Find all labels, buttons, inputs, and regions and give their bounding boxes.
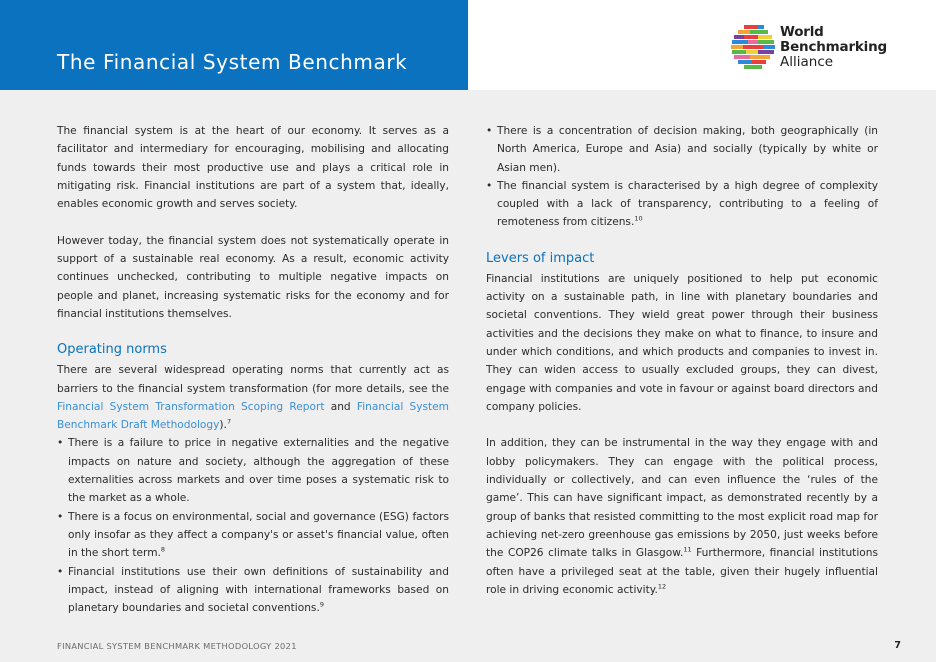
logo-line-1: World — [780, 24, 824, 40]
scoping-report-link[interactable]: Financial System Transformation Scoping Report — [57, 400, 325, 413]
list-item: • Financial institutions use their own definitions of sustainability and impact, instead of aligning with international frameworks based on planetary boundaries and societal conventions.$^9$ — [57, 563, 449, 618]
footnote-ref: 7 — [226, 417, 232, 426]
logo-line-3: Alliance — [780, 54, 834, 70]
operating-norms-heading: Operating norms — [57, 342, 167, 358]
logo-line-2: Benchmarking — [780, 39, 887, 55]
list-item: • There is a concentration of decision making, both geographically (in North America, Europe and Asia) and socially (typically by white or Asian men). — [486, 122, 878, 177]
page-title: The Financial System Benchmark — [57, 50, 408, 74]
levers-of-impact-heading: Levers of impact — [486, 250, 595, 266]
footnote-ref: 12 — [657, 582, 667, 591]
footnote-ref: 11 — [683, 545, 692, 554]
intro-paragraph: The financial system is at the heart of our economy. It serves as a facilitator and intermediary for encouraging, mobilising and allocating funds towards their most productive use and plays a critical role in mitigating risk. Financial institutions are part of a system that, ideally, enables economic growth and serves society. — [57, 125, 449, 211]
list-item: • There is a focus on environmental, social and governance (ESG) factors only insofar as they affect a company's or asset's financial value, often in the short term.$^8$ — [57, 508, 449, 563]
left-column — [57, 122, 449, 617]
list-item: • There is a failure to price in negative externalities and the negative impacts on nature and society, although the aggregation of these externalities across markets and over time poses a systematic risk to the market as a whole. — [57, 434, 449, 507]
footnote-ref: 9 — [319, 600, 324, 609]
footnote-ref: 10 — [634, 214, 643, 223]
today-paragraph: However today, the financial system does not systematically operate in support of a sustainable real economy. As a result, economic activity continues unchecked, contributing to multiple negative impacts on people and planet, increasing systematic risks for the economy and for financial institutions themselves. — [57, 234, 449, 320]
operating-norms-list — [57, 434, 449, 617]
operating-norms-paragraph: There are several widespread operating norms that currently act as barriers to the financial system transformation (for more details, see the Financial System Transformation Scoping Report and Financial System Benchmark Draft Methodology).$^7$ — [57, 364, 449, 432]
operating-norms-list-continued — [486, 122, 878, 232]
levers-paragraph-2: In addition, they can be instrumental in the way they engage with and lobby policymakers. They can engage with the political process, individually or collectively, and can even influence the ‘rules of the game’. This can have significant impact, as demonstrated recently by a group of banks that resisted committing to the most explicit road map for achieving net-zero greenhouse gas emissions by 2050, just weeks before the COP26 climate talks in Glasgow.$^{11}$ Furthermore, financial institutions often have a privileged seat at the table, given their hugely influential role in driving economic activity.$^{12}$ — [486, 437, 878, 596]
page-number: 7 — [894, 640, 901, 651]
right-column — [486, 122, 878, 599]
list-item: • The financial system is characterised by a high degree of complexity coupled with a lack of transparency, contributing to a feeling of remoteness from citizens.$^{10}$ — [486, 177, 878, 232]
header-band — [0, 0, 468, 90]
levers-paragraph-1: Financial institutions are uniquely positioned to help put economic activity on a sustainable path, in line with planetary boundaries and societal conventions. They wield great power through their business activities and the decisions they make on what to finance, to insure and under which conditions, and which products and companies to invest in. They can widen access to usually excluded groups, they can divest, engage with companies and vote in favour or against board directors and company policies. — [486, 272, 878, 413]
logo-wordmark — [780, 25, 887, 70]
footer-title: FINANCIAL SYSTEM BENCHMARK METHODOLOGY 2021 — [57, 641, 297, 651]
logo-area — [468, 0, 936, 90]
footnote-ref: 8 — [160, 545, 166, 554]
wba-logo-icon — [730, 24, 776, 70]
draft-methodology-link[interactable]: Financial System Benchmark Draft Methodology — [57, 400, 449, 432]
